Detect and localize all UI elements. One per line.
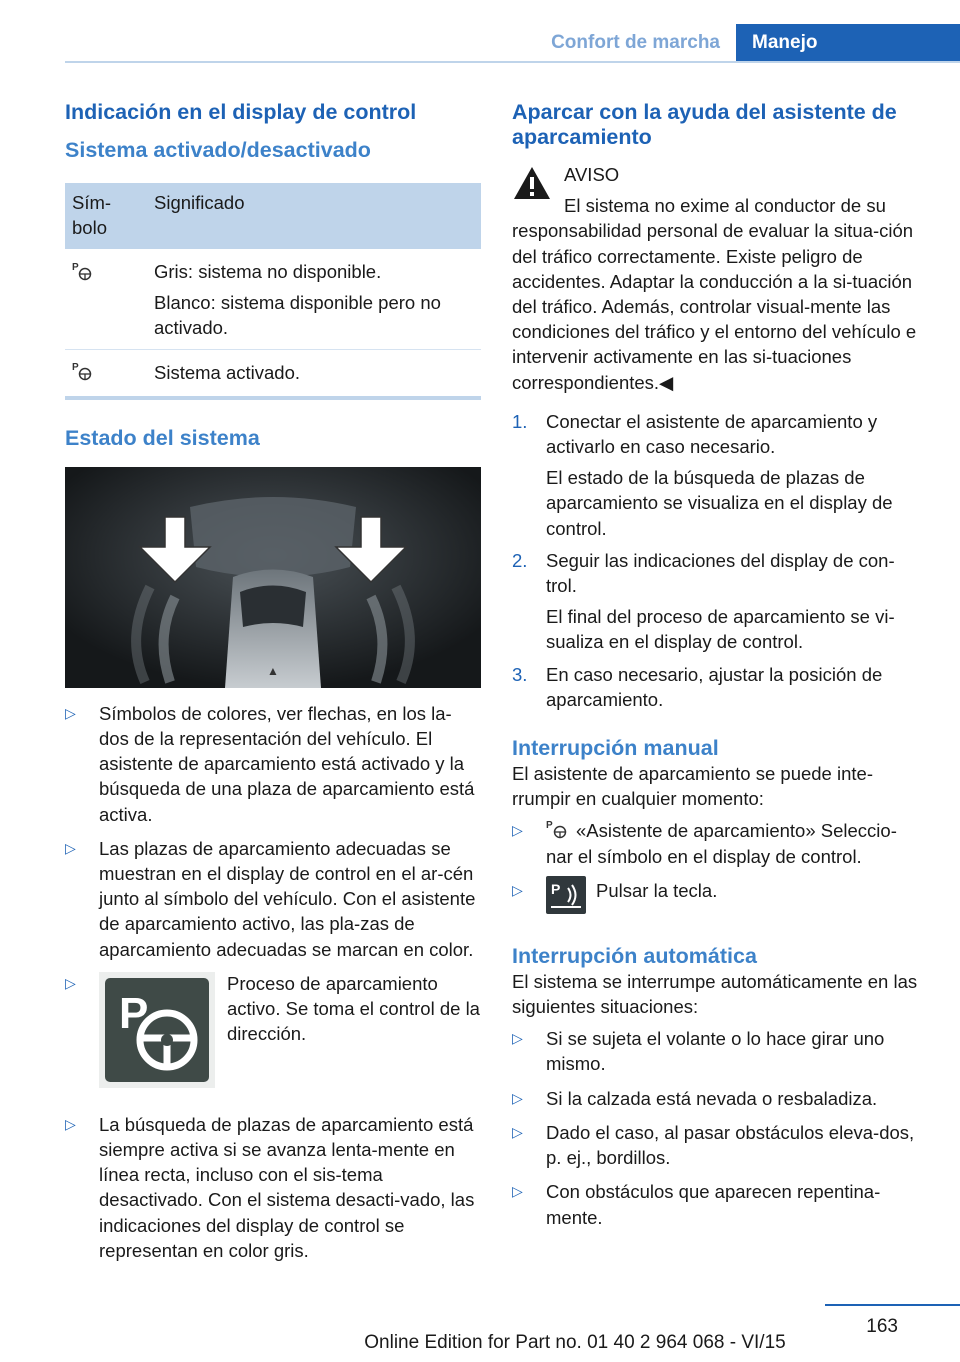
bullet-triangle-icon: ▷ [512, 1183, 523, 1200]
bullet-triangle-icon: ▷ [512, 822, 523, 839]
list-item: 3. En caso necesario, ajustar la posición de aparcamiento. [512, 663, 883, 710]
bullet-triangle-icon: ▷ [65, 704, 76, 721]
list-item: ▷ Con obstáculos que aparecen repentina-mente. [512, 1181, 881, 1228]
footer-rule [825, 1304, 960, 1306]
bullet-triangle-icon: ▷ [65, 839, 76, 856]
manual-list [512, 818, 922, 917]
symbol-cell [65, 259, 154, 341]
steering-wheel-icon [105, 978, 209, 1082]
bullet-triangle-icon: ▷ [512, 881, 523, 898]
system-state-title: Sistema activado/desactivado [65, 138, 371, 162]
parking-assist-icon [546, 819, 568, 839]
symbol-table [65, 183, 481, 400]
list-item: ▷ P Proceso de aparcamiento activo. Se toma el control de la dirección. [65, 971, 481, 1099]
symbol-cell [65, 360, 154, 385]
bullet-triangle-icon: ▷ [65, 1115, 76, 1132]
list-item: 1. Conectar el asistente de aparcamiento y activarlo en caso necesario. El estado de la búsqueda de plazas de aparcamiento se visualiza en el display de control. [512, 410, 893, 539]
svg-text:P: P [546, 820, 553, 832]
bullet-triangle-icon: ▷ [512, 1089, 523, 1106]
manual-interruption-text: El asistente de aparcamiento se puede inte-rrumpir en cualquier momento: [512, 763, 873, 810]
page-number: 163 [866, 1316, 898, 1337]
car-display-image [65, 467, 481, 688]
warning-block [512, 162, 922, 187]
list-item: ▷ Símbolos de colores, ver flechas, en los la-dos de la representación del vehículo. El asistente de aparcamiento está activado y la búsqueda de una plaza de aparcamiento está activa. [65, 702, 475, 825]
list-item: 2. Seguir las indicaciones del display de con-trol. El final del proceso de aparcamiento se vi-sualiza en el display de control. [512, 549, 895, 653]
manual-interruption-title: Interrupción manual [512, 736, 719, 761]
meaning-active: Sistema activado. [154, 361, 301, 383]
footer-edition: Online Edition for Part no. 01 40 2 964 068 - VI/15 [364, 1332, 786, 1353]
header-rule [65, 61, 960, 63]
meaning-cell [154, 259, 481, 341]
system-status-title: Estado del sistema [65, 425, 260, 450]
warning-label: AVISO [564, 164, 620, 185]
right-column [512, 100, 922, 1230]
parking-assist-icon [72, 261, 92, 281]
parking-button-icon [546, 876, 586, 914]
svg-text:P: P [72, 361, 79, 373]
header-section-tab[interactable]: Confort de marcha [551, 32, 720, 53]
bullet-triangle-icon: ▷ [512, 1123, 523, 1140]
left-column [65, 100, 481, 1263]
svg-text:P: P [551, 880, 561, 897]
display-photo [65, 467, 481, 688]
svg-text:P: P [119, 988, 149, 1038]
parking-active-symbol [99, 972, 215, 1088]
list-item: ▷ La búsqueda de plazas de aparcamiento está siempre activa si se avanza lenta-mente en línea recta, incluso con el sis-tema desactivado. Con el sistema desacti-vado, las indicaciones del display de control se representan en color gris. [65, 1113, 475, 1261]
warning-text: El sistema no exime al conductor de su responsabilidad personal de evaluar la situa-ción del tráfico correctamente. Existe peligro de accidentes. Adaptar la conducción a la si-tuación del tráfico. Además, controlar visual-mente las condiciones del tráfico y el entorno del vehículo e intervenir activamente en las si-tuaciones correspondientes.◀ [512, 195, 917, 393]
status-list [65, 701, 481, 1263]
auto-interruption-title: Interrupción automática [512, 943, 757, 968]
bullet-triangle-icon: ▷ [65, 974, 76, 991]
list-item: ▷ Dado el caso, al pasar obstáculos eleva-dos, p. ej., bordillos. [512, 1121, 915, 1169]
table-row [65, 249, 481, 350]
symbol-column-header: Sím- bolo [72, 192, 112, 238]
svg-text:▲: ▲ [267, 663, 279, 678]
warning-icon [512, 164, 552, 202]
list-item: ▷ P Pulsar la tecla. [512, 878, 922, 918]
list-item: ▷ Las plazas de aparcamiento adecuadas se muestran en el display de control en el ar-cén junto al símbolo del vehículo. Con el asistente de aparcamiento activo, las pla-zas de aparcamiento adecuadas se marcan en color. [65, 837, 476, 960]
bullet-triangle-icon: ▷ [512, 1030, 523, 1047]
header-active-tab[interactable]: Manejo [736, 24, 960, 63]
auto-list [512, 1026, 922, 1229]
meaning-cell [154, 360, 481, 385]
parking-assist-active-icon [72, 361, 92, 381]
parking-section-title: Aparcar con la ayuda del asistente de aparcamiento [512, 100, 897, 149]
steps-list [512, 409, 922, 712]
list-item: ▷ P «Asistente de aparcamiento» Seleccio-nar el símbolo en el display de control. [512, 820, 897, 867]
list-item: ▷ Si se sujeta el volante o lo hace girar uno mismo. [512, 1028, 885, 1075]
meaning-grey: Gris: sistema no disponible. [154, 261, 382, 282]
table-row [65, 350, 481, 396]
meaning-white: Blanco: sistema disponible pero no activado. [154, 292, 441, 339]
display-section-title: Indicación en el display de control [65, 100, 417, 124]
auto-interruption-text: El sistema se interrumpe automáticamente en las siguientes situaciones: [512, 970, 918, 1018]
list-item: ▷ Si la calzada está nevada o resbaladiza. [512, 1087, 878, 1109]
meaning-column-header: Significado [154, 192, 245, 213]
svg-text:P: P [72, 262, 79, 273]
table-header [65, 183, 481, 249]
